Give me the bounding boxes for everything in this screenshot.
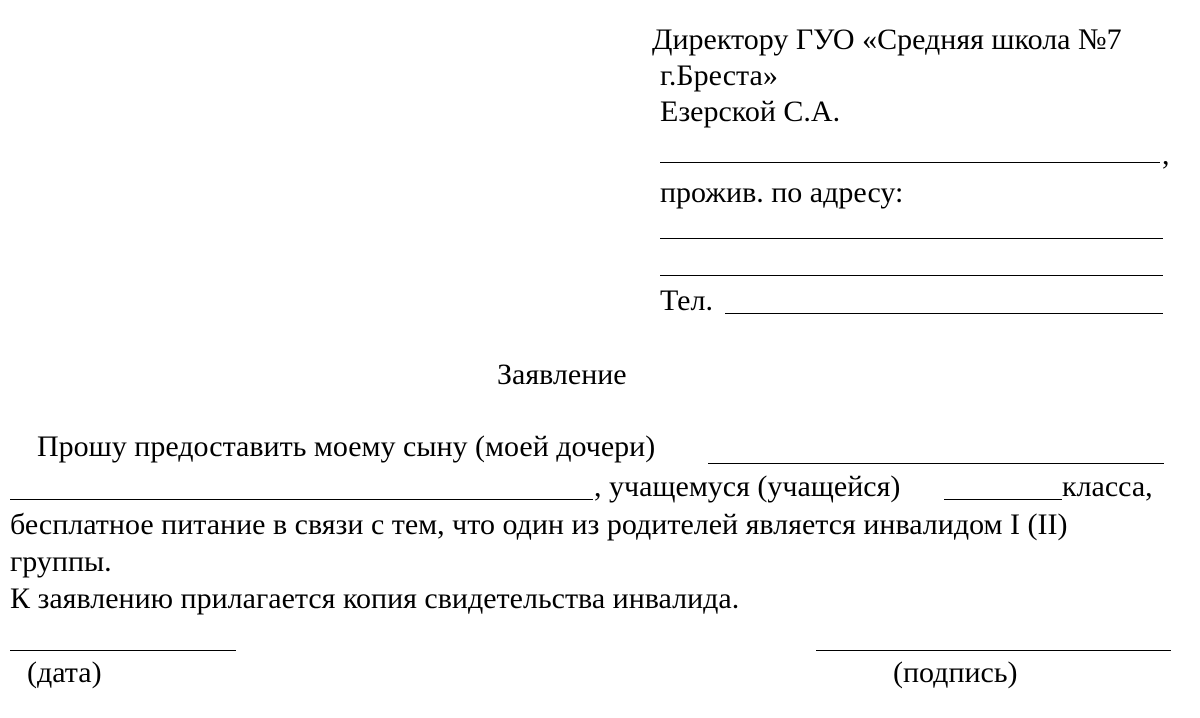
addressee-name: Езерской С.А. — [660, 95, 841, 128]
address-label: прожив. по адресу: — [660, 176, 904, 209]
phone-blank[interactable] — [725, 313, 1163, 314]
body-line-4: группы. — [10, 545, 112, 578]
addressee-line-2: г.Бреста» — [660, 59, 778, 92]
child-name-blank-1[interactable] — [708, 463, 1164, 464]
address-blank-1[interactable] — [660, 238, 1163, 239]
document-title: Заявление — [497, 358, 627, 391]
applicant-name-blank[interactable] — [660, 162, 1160, 163]
body-line-3: бесплатное питание в связи с тем, что один из родителей является инвалидом I (II) — [10, 508, 1068, 541]
signature-blank[interactable] — [816, 650, 1171, 651]
date-blank[interactable] — [10, 650, 236, 651]
phone-label: Тел. — [660, 284, 713, 317]
body-line-1: Прошу предоставить моему сыну (моей дочери) — [37, 430, 656, 463]
class-blank[interactable] — [944, 499, 1062, 500]
signature-label: (подпись) — [893, 656, 1018, 689]
addressee-line-1: Директору ГУО «Средняя школа №7 — [652, 23, 1122, 56]
applicant-name-comma: , — [1162, 138, 1170, 171]
body-line-2-part-2: класса, — [1062, 470, 1153, 503]
date-label: (дата) — [27, 656, 102, 689]
child-name-blank-2[interactable] — [10, 499, 593, 500]
body-line-2-part-1: , учащемуся (учащейся) — [594, 470, 901, 503]
address-blank-2[interactable] — [660, 275, 1163, 276]
body-line-5: К заявлению прилагается копия свидетельства инвалида. — [10, 582, 740, 615]
